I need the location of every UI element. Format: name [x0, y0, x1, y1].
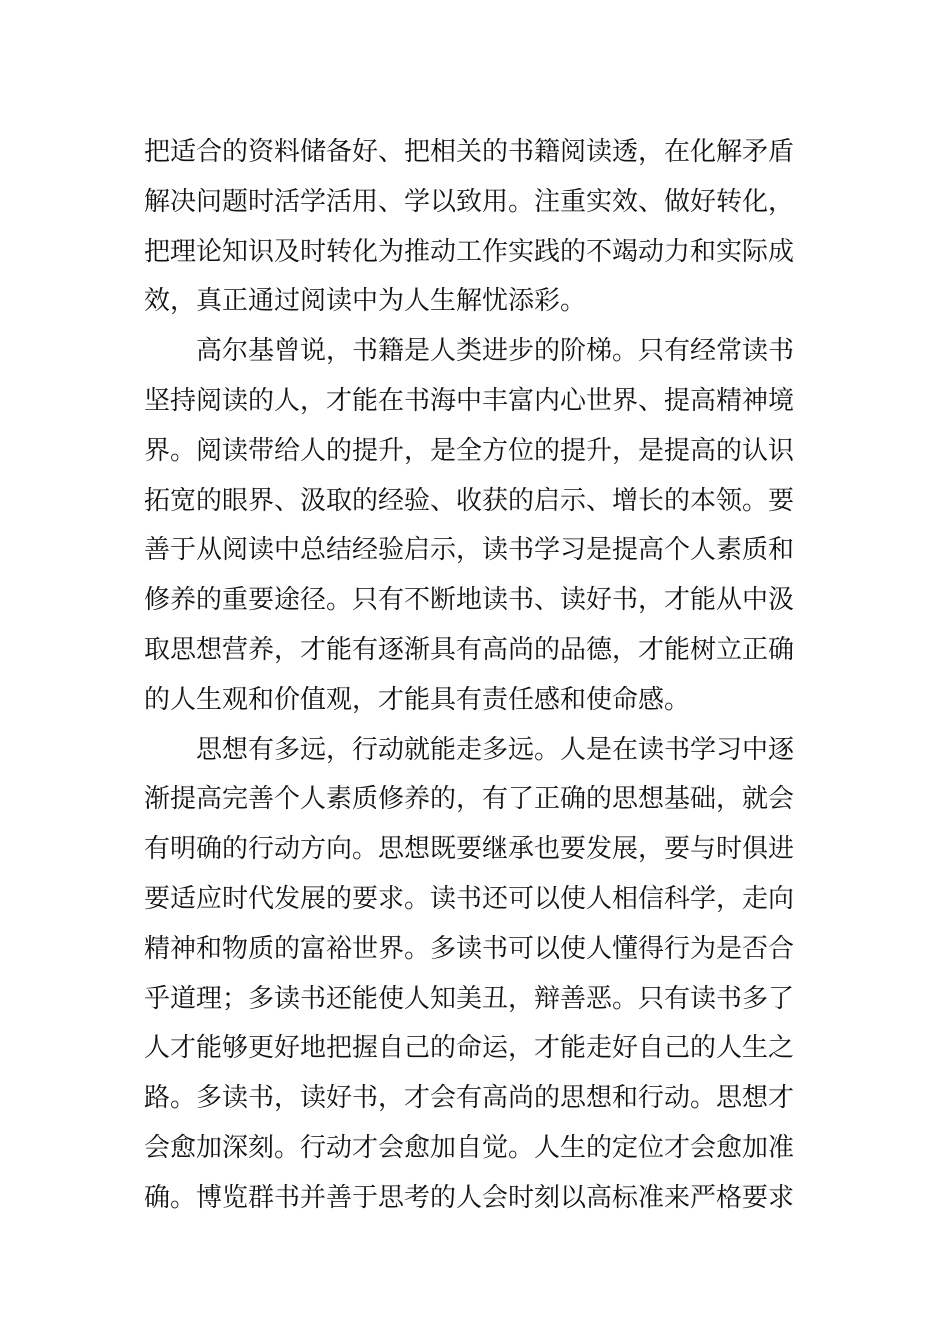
text-line: 乎道理；多读书还能使人知美丑，辩善恶。只有读书多了	[144, 983, 795, 1014]
text-line: 修养的重要途径。只有不断地读书、读好书，才能从中汲	[144, 585, 795, 616]
text-line: 路。多读书，读好书，才会有高尚的思想和行动。思想才	[144, 1083, 795, 1114]
paragraph-first-line: 高尔基曾说，书籍是人类进步的阶梯。只有经常读书	[196, 336, 795, 367]
text-line: 渐提高完善个人素质修养的，有了正确的思想基础，就会	[144, 784, 795, 815]
text-line: 确。博览群书并善于思考的人会时刻以高标准来严格要求	[144, 1182, 795, 1213]
text-line: 解决问题时活学活用、学以致用。注重实效、做好转化，	[144, 186, 795, 217]
text-line: 把适合的资料储备好、把相关的书籍阅读透，在化解矛盾	[144, 137, 795, 167]
text-line: 会愈加深刻。行动才会愈加自觉。人生的定位才会愈加准	[144, 1132, 795, 1163]
text-line: 精神和物质的富裕世界。多读书可以使人懂得行为是否合	[144, 933, 795, 964]
text-line: 取思想营养，才能有逐渐具有高尚的品德，才能树立正确	[144, 634, 795, 665]
text-line: 坚持阅读的人，才能在书海中丰富内心世界、提高精神境	[144, 385, 795, 416]
text-line: 要适应时代发展的要求。读书还可以使人相信科学，走向	[144, 883, 795, 914]
text-line: 有明确的行动方向。思想既要继承也要发展，要与时俱进	[144, 834, 795, 865]
text-line: 的人生观和价值观，才能具有责任感和使命感。	[144, 684, 691, 715]
text-line: 效，真正通过阅读中为人生解忧添彩。	[144, 286, 587, 317]
paragraph-first-line: 思想有多远，行动就能走多远。人是在读书学习中逐	[196, 734, 795, 765]
text-line: 把理论知识及时转化为推动工作实践的不竭动力和实际成	[144, 236, 795, 267]
text-line: 善于从阅读中总结经验启示，读书学习是提高个人素质和	[144, 535, 795, 566]
text-line: 人才能够更好地把握自己的命运，才能走好自己的人生之	[144, 1033, 795, 1064]
body-text	[144, 128, 808, 1224]
text-line: 拓宽的眼界、汲取的经验、收获的启示、增长的本领。要	[144, 485, 795, 516]
text-line: 界。阅读带给人的提升，是全方位的提升，是提高的认识	[144, 435, 795, 466]
